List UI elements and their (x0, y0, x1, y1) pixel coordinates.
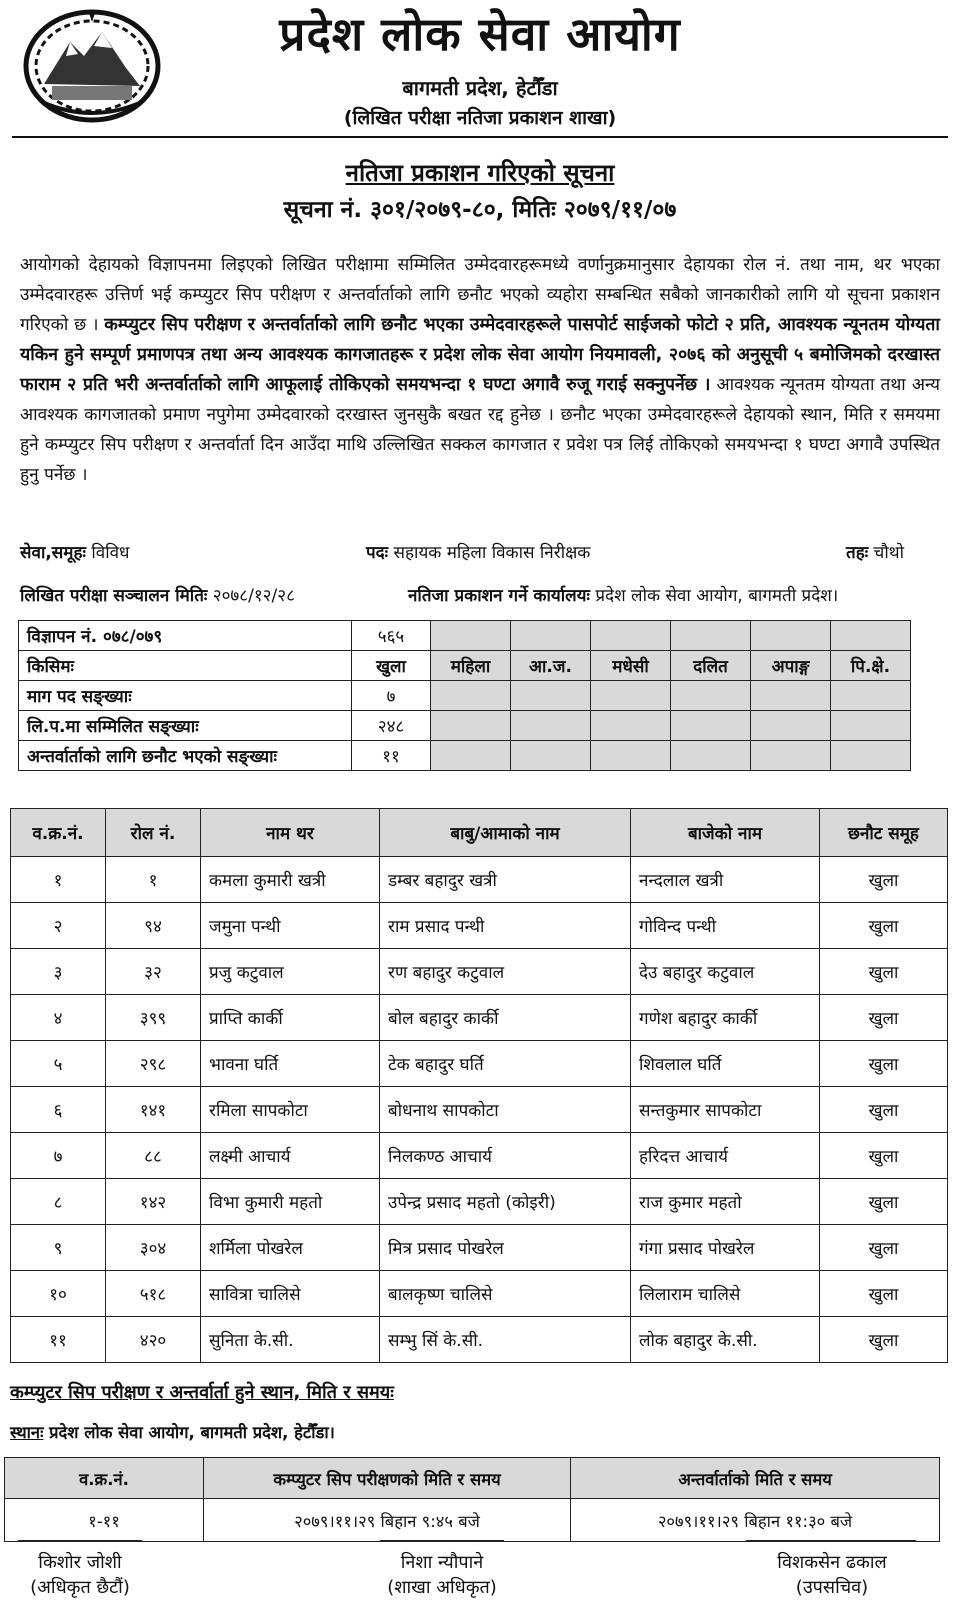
summary-row (19, 741, 911, 771)
table-cell: ११ (11, 1317, 106, 1363)
summary-row (19, 711, 911, 741)
table-cell: खुला (820, 1271, 948, 1317)
table-cell: ७ (11, 1133, 106, 1179)
table-cell: ८ (11, 1179, 106, 1225)
table-cell: मित्र प्रसाद पोखरेल (380, 1225, 631, 1271)
exam-date-info: लिखित परीक्षा सञ्चालन मितिः २०७८/१२/२८ (20, 586, 295, 606)
summary-value: ७ (352, 681, 431, 711)
signatory-title: (अधिकृत छैटौं) (30, 1577, 130, 1598)
results-table (10, 808, 948, 1363)
table-cell: प्रजु कटुवाल (201, 949, 380, 995)
table-row (11, 1041, 948, 1087)
table-row (11, 857, 948, 903)
schedule-row (5, 1499, 940, 1542)
table-cell: डम्बर बहादुर खत्री (380, 857, 631, 903)
schedule-cell: २०७९।११।२९ बिहान ९:४५ बजे (204, 1499, 571, 1542)
table-cell: देउ बहादुर कटुवाल (631, 949, 820, 995)
table-row (11, 1271, 948, 1317)
table-cell: ८८ (106, 1133, 201, 1179)
table-cell: ९४ (106, 903, 201, 949)
table-cell: उपेन्द्र प्रसाद महतो (कोइरी) (380, 1179, 631, 1225)
table-cell: ३९९ (106, 995, 201, 1041)
table-cell: ३०४ (106, 1225, 201, 1271)
table-cell: विभा कुमारी महतो (201, 1179, 380, 1225)
table-cell: नन्दलाल खत्री (631, 857, 820, 903)
table-row (11, 949, 948, 995)
table-cell: ५ (11, 1041, 106, 1087)
table-row (11, 995, 948, 1041)
table-cell: टेक बहादुर घर्ति (380, 1041, 631, 1087)
results-header-row (11, 809, 948, 857)
table-cell: १४२ (106, 1179, 201, 1225)
table-cell: खुला (820, 1087, 948, 1133)
summary-value: २४८ (352, 711, 431, 741)
signature-line (380, 1540, 504, 1541)
table-cell: ३ (11, 949, 106, 995)
schedule-table (4, 1457, 940, 1542)
summary-label: लि.प.मा सम्मिलित सङ्ख्याः (19, 711, 352, 741)
category-header: अपाङ्ग (751, 651, 831, 681)
table-cell: हरिदत्त आचार्य (631, 1133, 820, 1179)
summary-label: किसिमः (19, 651, 352, 681)
table-cell: लोक बहादुर के.सी. (631, 1317, 820, 1363)
category-header: आ.ज. (511, 651, 591, 681)
table-row (11, 1225, 948, 1271)
signature-line (746, 1540, 916, 1541)
table-cell: गणेश बहादुर कार्की (631, 995, 820, 1041)
table-cell: गोविन्द पन्थी (631, 903, 820, 949)
summary-value: ११ (352, 741, 431, 771)
table-cell: खुला (820, 1225, 948, 1271)
category-header: दलित (671, 651, 751, 681)
schedule-header-row (5, 1458, 940, 1499)
table-cell: राज कुमार महतो (631, 1179, 820, 1225)
summary-label: अन्तर्वार्ताको लागि छनौट भएको सङ्ख्याः (19, 741, 352, 771)
column-header: नाम थर (201, 809, 380, 857)
schedule-cell: १-११ (5, 1499, 204, 1542)
table-cell: खुला (820, 995, 948, 1041)
table-cell: रमिला सापकोटा (201, 1087, 380, 1133)
column-header: रोल नं. (106, 809, 201, 857)
signature-line (18, 1540, 142, 1541)
table-cell: खुला (820, 1317, 948, 1363)
table-cell: खुला (820, 1179, 948, 1225)
table-cell: खुला (820, 857, 948, 903)
section-subtitle: (लिखित परीक्षा नतिजा प्रकाशन शाखा) (343, 107, 617, 129)
table-cell: शिवलाल घर्ति (631, 1041, 820, 1087)
column-header: कम्प्युटर सिप परीक्षणको मिति र समय (204, 1458, 571, 1499)
results-body (11, 857, 948, 1363)
table-row (11, 903, 948, 949)
column-header: छनौट समूह (820, 809, 948, 857)
table-cell: ३२ (106, 949, 201, 995)
category-header: महिला (431, 651, 511, 681)
summary-value: खुला (352, 651, 431, 681)
table-cell: ४२० (106, 1317, 201, 1363)
signatory-2 (362, 1550, 522, 1600)
table-cell: खुला (820, 903, 948, 949)
schedule-cell: २०७९।११।२९ बिहान ११:३० बजे (571, 1499, 940, 1542)
signatory-1 (0, 1550, 160, 1600)
summary-row (19, 651, 911, 681)
signatory-title: (उपसचिव) (795, 1577, 869, 1598)
signatory-3 (744, 1550, 920, 1600)
header-divider (12, 136, 948, 138)
signatory-name: किशोर जोशी (38, 1552, 122, 1573)
table-cell: १० (11, 1271, 106, 1317)
table-cell: ६ (11, 1087, 106, 1133)
column-header: अन्तर्वार्ताको मिति र समय (571, 1458, 940, 1499)
summary-value: ५६५ (352, 621, 431, 651)
table-cell: बोल बहादुर कार्की (380, 995, 631, 1041)
table-row (11, 1317, 948, 1363)
signatory-title: (शाखा अधिकृत) (387, 1577, 497, 1598)
vacancy-summary-table (18, 620, 911, 771)
summary-label: माग पद सङ्ख्याः (19, 681, 352, 711)
table-cell: प्राप्ति कार्की (201, 995, 380, 1041)
province-subtitle: बागमती प्रदेश, हेटौँडा (402, 76, 558, 100)
table-cell: सन्तकुमार सापकोटा (631, 1087, 820, 1133)
category-header: मधेसी (591, 651, 671, 681)
post-info: पदः सहायक महिला विकास निरीक्षक (366, 543, 591, 563)
table-row (11, 1179, 948, 1225)
notice-number: सूचना नं. ३०१/२०७९-८०, मितिः २०७९/११/०७ (283, 197, 677, 223)
table-cell: खुला (820, 1133, 948, 1179)
notice-paragraph: आयोगको देहायको विज्ञापनमा लिइएको लिखित परीक्षामा सम्मिलित उम्मेदवारहरूमध्ये वर्णानुक्रमानुसार देहायका रोल नं. तथा नाम, थर भएका उम्मेदवारहरू उत्तिर्ण भई कम्प्युटर सिप परीक्षण र अन्तर्वार्ताको लागि छनौट भएको व्यहोरा सम्बन्धित सबैको जानकारीको लागि यो सूचना प्रकाशन गरिएको छ । कम्प्युटर सिप परीक्षण र अन्तर्वार्ताको लागि छनौट भएका उम्मेदवारहरूले पासपोर्ट साईजको फोटो २ प्रति, आवश्यक न्यूनतम योग्यता यकिन हुने सम्पूर्ण प्रमाणपत्र तथा अन्य आवश्यक कागजातहरू र प्रदेश लोक सेवा आयोग नियमावली, २०७६ को अनुसूची ५ बमोजिमको दरखास्त फाराम २ प्रति भरी अन्तर्वार्ताको लागि आफूलाई तोकिएको समयभन्दा १ घण्टा अगावै रुजू गराई सक्नुपर्नेछ । आवश्यक न्यूनतम योग्यता तथा अन्य आवश्यक कागजातको प्रमाण नपुगेमा उम्मेदवारको दरखास्त जुनसुकै बखत रद्द हुनेछ । छनौट भएका उम्मेदवारहरूले देहायको स्थान, मिति र समयमा हुने कम्प्युटर सिप परीक्षण र अन्तर्वार्ता दिन आउँदा माथि उल्लिखित सक्कल कागजात र प्रवेश पत्र लिई तोकिएको समयभन्दा १ घण्टा अगावै उपस्थित हुनु पर्नेछ । (20, 255, 941, 485)
table-cell: २९८ (106, 1041, 201, 1087)
summary-row (19, 621, 911, 651)
column-header: व.क्र.नं. (5, 1458, 204, 1499)
table-cell: सम्भु सिं के.सी. (380, 1317, 631, 1363)
table-cell: खुला (820, 1041, 948, 1087)
column-header: बाजेको नाम (631, 809, 820, 857)
signatory-name: विशकसेन ढकाल (777, 1552, 887, 1573)
service-info: सेवा,समूहः विविध (20, 543, 130, 563)
table-cell: बोधनाथ सापकोटा (380, 1087, 631, 1133)
summary-label: विज्ञापन नं. ०७८/०७९ (19, 621, 352, 651)
page-title: प्रदेश लोक सेवा आयोग (279, 7, 681, 61)
signatory-name: निशा न्यौपाने (400, 1552, 484, 1573)
table-cell: १४१ (106, 1087, 201, 1133)
table-cell: खुला (820, 949, 948, 995)
table-cell: सावित्रा चालिसे (201, 1271, 380, 1317)
schedule-place: स्थानः प्रदेश लोक सेवा आयोग, बागमती प्रदेश, हेटौँडा। (10, 1423, 335, 1442)
office-info: नतिजा प्रकाशन गर्ने कार्यालयः प्रदेश लोक सेवा आयोग, बागमती प्रदेश। (408, 586, 839, 606)
column-header: व.क्र.नं. (11, 809, 106, 857)
table-cell: बालकृष्ण चालिसे (380, 1271, 631, 1317)
notice-heading: नतिजा प्रकाशन गरिएको सूचना (345, 159, 615, 187)
table-cell: ९ (11, 1225, 106, 1271)
table-cell: गंगा प्रसाद पोखरेल (631, 1225, 820, 1271)
table-cell: राम प्रसाद पन्थी (380, 903, 631, 949)
table-cell: लक्ष्मी आचार्य (201, 1133, 380, 1179)
schedule-heading: कम्प्युटर सिप परीक्षण र अन्तर्वार्ता हुने स्थान, मिति र समयः (10, 1382, 394, 1403)
level-info: तहः चौथो (846, 543, 905, 563)
table-row (11, 1133, 948, 1179)
table-cell: २ (11, 903, 106, 949)
category-header: पि.क्षे. (831, 651, 911, 681)
table-cell: लिलाराम चालिसे (631, 1271, 820, 1317)
summary-row (19, 681, 911, 711)
table-cell: सुनिता के.सी. (201, 1317, 380, 1363)
table-cell: कमला कुमारी खत्री (201, 857, 380, 903)
table-row (11, 1087, 948, 1133)
table-cell: भावना घर्ति (201, 1041, 380, 1087)
table-cell: रण बहादुर कटुवाल (380, 949, 631, 995)
table-cell: ४ (11, 995, 106, 1041)
table-cell: जमुना पन्थी (201, 903, 380, 949)
table-cell: १ (106, 857, 201, 903)
table-cell: निलकण्ठ आचार्य (380, 1133, 631, 1179)
table-cell: शर्मिला पोखरेल (201, 1225, 380, 1271)
column-header: बाबु/आमाको नाम (380, 809, 631, 857)
table-cell: १ (11, 857, 106, 903)
table-cell: ५१८ (106, 1271, 201, 1317)
nepal-emblem-logo (22, 6, 162, 124)
